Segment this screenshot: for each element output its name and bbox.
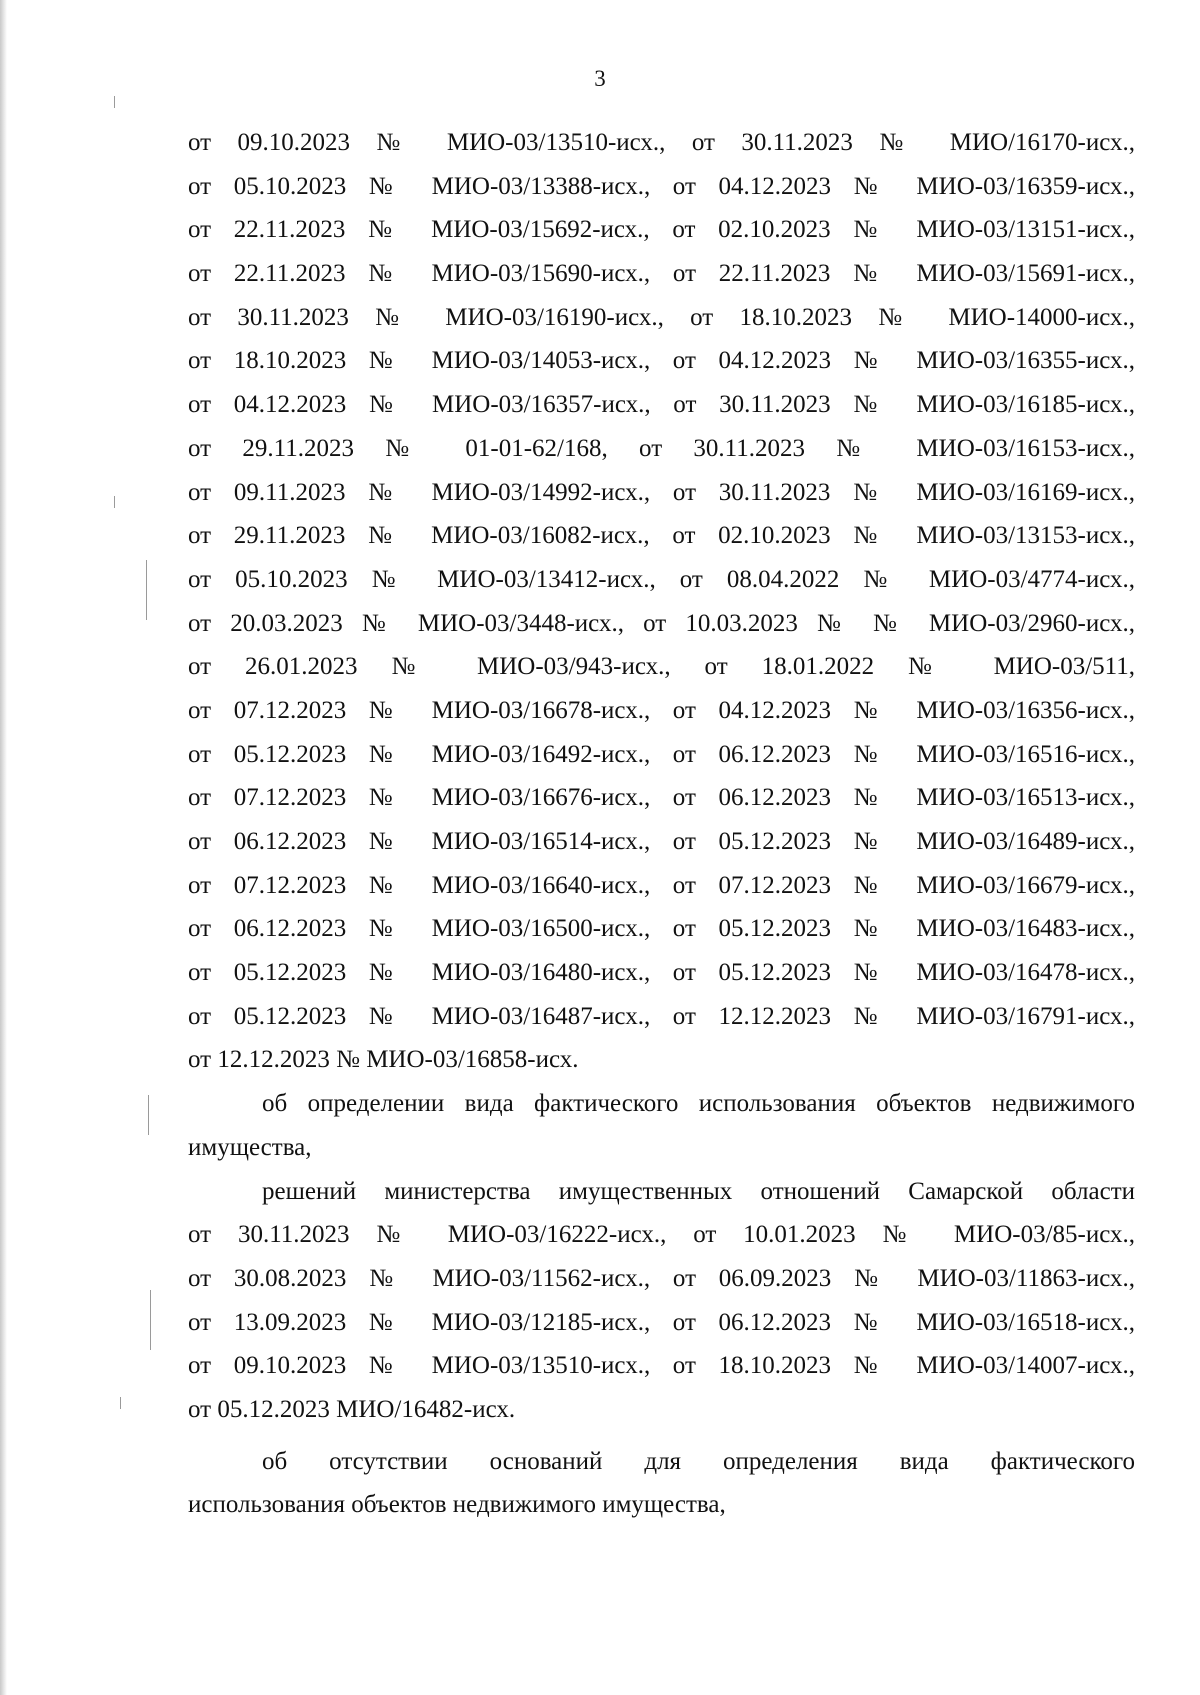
reference-line: от 05.12.2023 № МИО-03/16487-исх., от 12.12.2023 № МИО-03/16791-исх., [188,1002,1135,1030]
reference-line: от 05.12.2023 МИО/16482-исх. [188,1395,516,1423]
reference-line: от 04.12.2023 № МИО-03/16357-исх., от 30.11.2023 № МИО-03/16185-исх., [188,391,1135,419]
paragraph-line: решений министерства имущественных отношений Самарской области [262,1177,1135,1205]
reference-line: от 06.12.2023 № МИО-03/16500-исх., от 05.12.2023 № МИО-03/16483-исх., [188,915,1135,943]
paragraph-line: использования объектов недвижимого имущества, [188,1491,726,1519]
reference-line: от 07.12.2023 № МИО-03/16676-исх., от 06.12.2023 № МИО-03/16513-исх., [188,784,1135,812]
reference-line: от 30.11.2023 № МИО-03/16222-исх., от 10.01.2023 № МИО-03/85-исх., [188,1221,1135,1249]
scan-mark [114,96,115,108]
reference-line: от 09.10.2023 № МИО-03/13510-исх., от 18.10.2023 № МИО-03/14007-исх., [188,1352,1135,1380]
scan-mark [146,560,147,620]
paragraph-absence [188,1440,1135,1527]
reference-line: от 05.10.2023 № МИО-03/13388-исх., от 04.12.2023 № МИО-03/16359-исх., [188,172,1135,200]
scan-mark [150,1290,151,1350]
reference-line: от 05.12.2023 № МИО-03/16480-исх., от 05.12.2023 № МИО-03/16478-исх., [188,959,1135,987]
reference-line: от 09.11.2023 № МИО-03/14992-исх., от 30.11.2023 № МИО-03/16169-исх., [188,478,1135,506]
scan-mark [120,1397,121,1409]
reference-line: от 05.12.2023 № МИО-03/16492-исх., от 06.12.2023 № МИО-03/16516-исх., [188,740,1135,768]
reference-line: от 18.10.2023 № МИО-03/14053-исх., от 04.12.2023 № МИО-03/16355-исх., [188,347,1135,375]
paragraph-determination [188,1082,1135,1169]
reference-line: от 06.12.2023 № МИО-03/16514-исх., от 05.12.2023 № МИО-03/16489-исх., [188,828,1135,855]
scan-edge-shadow [0,0,7,1695]
scan-mark [114,496,115,508]
reference-line: от 22.11.2023 № МИО-03/15690-исх., от 22.11.2023 № МИО-03/15691-исх., [188,260,1135,288]
reference-line: от 29.11.2023 № МИО-03/16082-исх., от 02.10.2023 № МИО-03/13153-исх., [188,522,1135,550]
paragraph-decisions [188,1170,1135,1432]
reference-line: от 22.11.2023 № МИО-03/15692-исх., от 02.10.2023 № МИО-03/13151-исх., [188,216,1135,244]
paragraph-line: об отсутствии оснований для определения вида фактического [262,1447,1135,1475]
reference-line: от 05.10.2023 № МИО-03/13412-исх., от 08.04.2022 № МИО-03/4774-исх., [188,565,1135,593]
page-number: 3 [594,66,606,91]
scan-mark [148,1095,149,1135]
reference-line: от 20.03.2023 № МИО-03/3448-исх., от 10.03.2023 № № МИО-03/2960-исх., [188,609,1135,637]
paragraph-line: имущества, [188,1133,312,1161]
reference-line: от 29.11.2023 № 01-01-62/168, от 30.11.2023 № МИО-03/16153-исх., [188,434,1135,462]
reference-line: от 13.09.2023 № МИО-03/12185-исх., от 06.12.2023 № МИО-03/16518-исх., [188,1308,1135,1336]
reference-line: от 07.12.2023 № МИО-03/16640-исх., от 07.12.2023 № МИО-03/16679-исх., [188,871,1135,899]
reference-line: от 07.12.2023 № МИО-03/16678-исх., от 04.12.2023 № МИО-03/16356-исх., [188,696,1135,724]
reference-line: от 26.01.2023 № МИО-03/943-исх., от 18.01.2022 № МИО-03/511, [188,653,1135,681]
reference-line: от 30.11.2023 № МИО-03/16190-исх., от 18.10.2023 № МИО-14000-исх., [188,303,1135,331]
reference-line: от 09.10.2023 № МИО-03/13510-исх., от 30.11.2023 № МИО/16170-исх., [188,129,1135,156]
references-block [188,121,1135,1082]
reference-line: от 30.08.2023 № МИО-03/11562-исх., от 06.09.2023 № МИО-03/11863-исх., [188,1264,1135,1292]
reference-line: от 12.12.2023 № МИО-03/16858-исх. [188,1046,579,1074]
paragraph-line: об определении вида фактического использования объектов недвижимого [262,1090,1135,1118]
document-body [188,121,1135,1527]
